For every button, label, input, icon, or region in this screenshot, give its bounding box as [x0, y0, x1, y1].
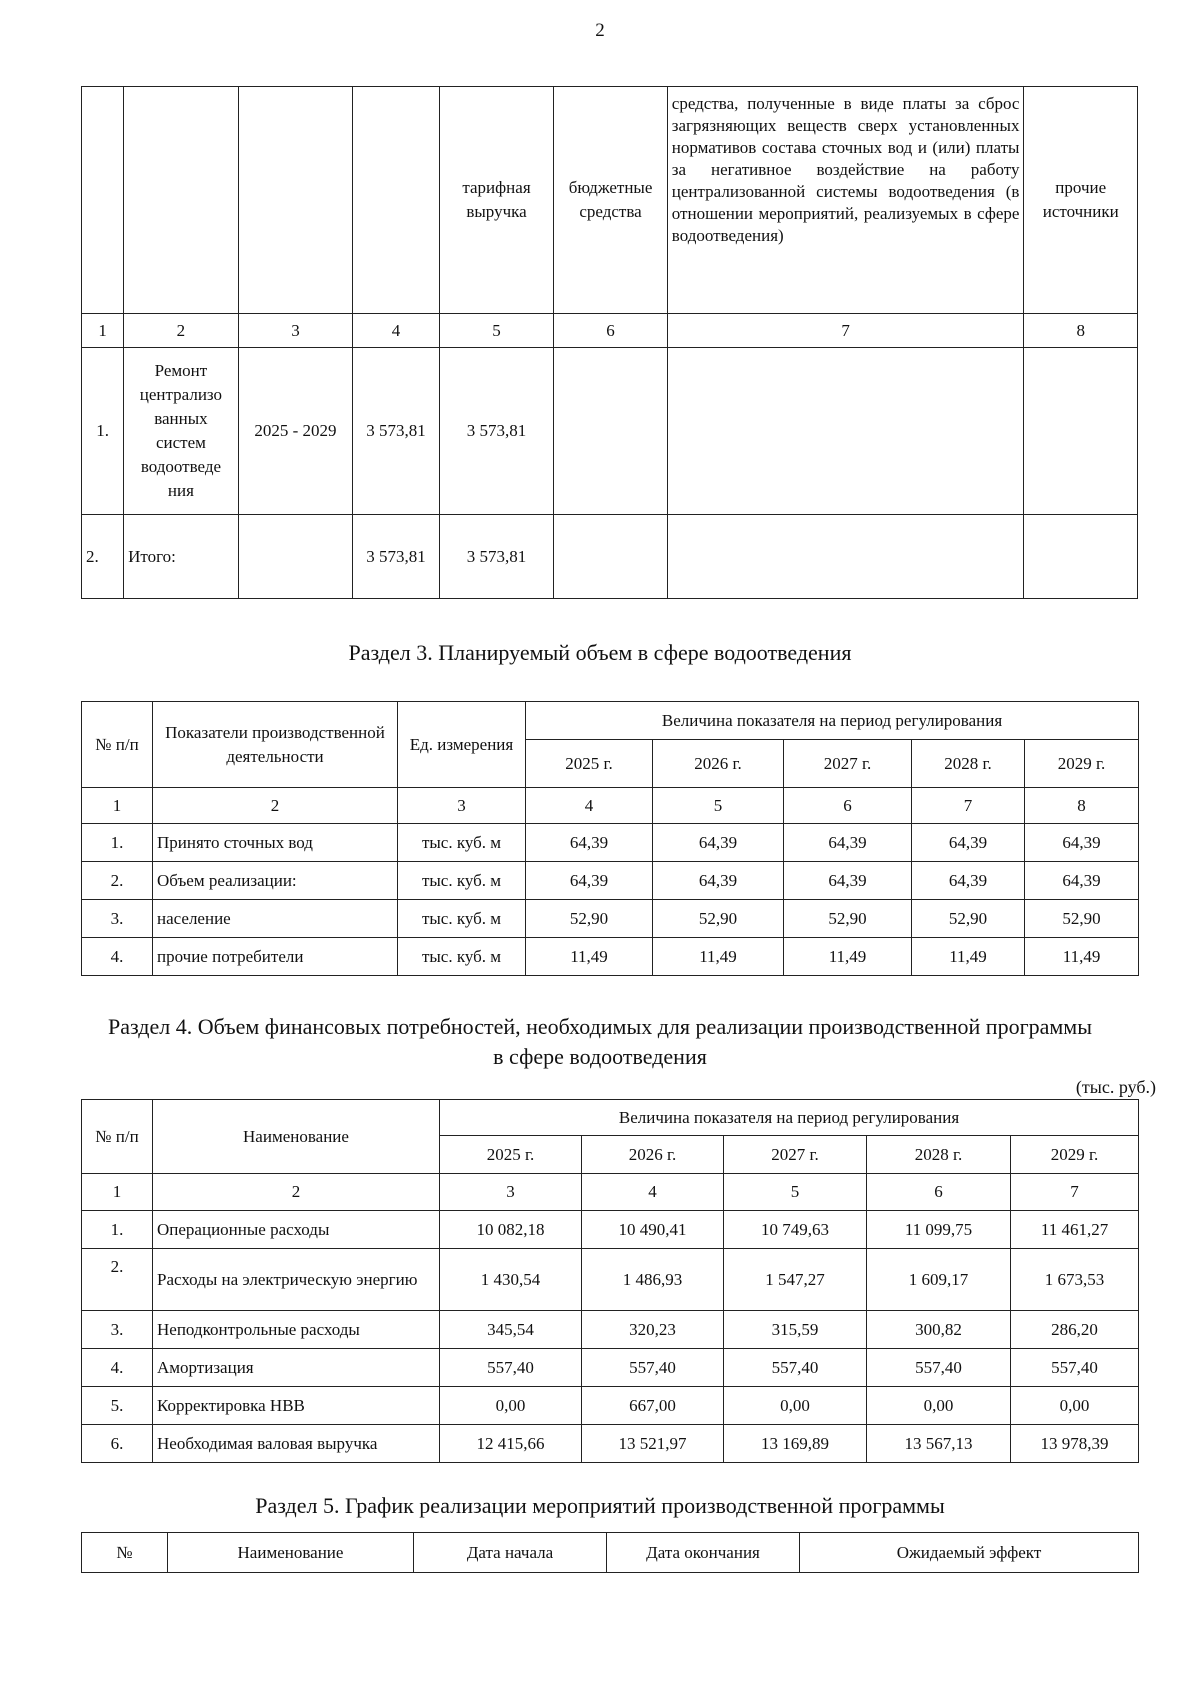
value-2025: 0,00	[440, 1387, 582, 1425]
value-2026: 10 490,41	[582, 1211, 724, 1249]
value-2026: 11,49	[653, 938, 784, 976]
value-2026: 64,39	[653, 862, 784, 900]
total-amount: 3 573,81	[353, 348, 439, 515]
column-number: 8	[1024, 314, 1138, 348]
header-period: Величина показателя на период регулирования	[526, 702, 1139, 740]
unit: тыс. куб. м	[398, 900, 526, 938]
value-2026: 1 486,93	[582, 1249, 724, 1311]
value-2025: 64,39	[526, 824, 653, 862]
row-number: 1.	[82, 348, 124, 515]
row-number: 1.	[82, 824, 153, 862]
column-number: 5	[724, 1174, 867, 1211]
year-header: 2028 г.	[912, 740, 1025, 788]
column-number: 7	[912, 788, 1025, 824]
header-name: Наименование	[153, 1100, 440, 1174]
value-2027: 64,39	[784, 862, 912, 900]
column-number-row	[82, 788, 1139, 824]
header-cell	[124, 87, 239, 314]
table-header-row	[82, 702, 1139, 740]
value-2026: 320,23	[582, 1311, 724, 1349]
table-row	[82, 1425, 1139, 1463]
financing-sources-table	[81, 86, 1138, 599]
year-header: 2027 г.	[724, 1136, 867, 1174]
year-header: 2026 г.	[653, 740, 784, 788]
header-budget-funds: бюджетные средства	[554, 87, 667, 314]
section-4-title: Раздел 4. Объем финансовых потребностей, необходимых для реализации производственной программы	[107, 1014, 1092, 1039]
value-2028: 0,00	[867, 1387, 1011, 1425]
year-header: 2028 г.	[867, 1136, 1011, 1174]
header-number: № п/п	[82, 1100, 153, 1174]
indicator-name: население	[153, 900, 398, 938]
other-amount	[1024, 348, 1138, 515]
value-2029: 13 978,39	[1011, 1425, 1139, 1463]
value-2028: 11,49	[912, 938, 1025, 976]
period	[238, 515, 353, 599]
schedule-table	[81, 1532, 1139, 1573]
column-number: 2	[124, 314, 239, 348]
header-cell	[238, 87, 353, 314]
column-number: 3	[238, 314, 353, 348]
year-header: 2027 г.	[784, 740, 912, 788]
column-number: 6	[784, 788, 912, 824]
table-row	[82, 938, 1139, 976]
table-header-row	[82, 87, 1138, 314]
year-header: 2029 г.	[1011, 1136, 1139, 1174]
row-number: 2.	[82, 515, 124, 599]
year-header: 2025 г.	[440, 1136, 582, 1174]
value-2026: 13 521,97	[582, 1425, 724, 1463]
value-2028: 64,39	[912, 862, 1025, 900]
column-number: 6	[867, 1174, 1011, 1211]
budget-amount	[554, 515, 667, 599]
unit: тыс. куб. м	[398, 824, 526, 862]
page-number: 2	[595, 20, 605, 41]
value-2027: 64,39	[784, 824, 912, 862]
indicator-name: Объем реализации:	[153, 862, 398, 900]
column-number: 2	[153, 788, 398, 824]
section-4-title-line2: в сфере водоотведения	[493, 1044, 707, 1069]
header-period: Величина показателя на период регулирования	[440, 1100, 1139, 1136]
column-number: 7	[1011, 1174, 1139, 1211]
value-2025: 64,39	[526, 862, 653, 900]
value-2029: 286,20	[1011, 1311, 1139, 1349]
value-2025: 12 415,66	[440, 1425, 582, 1463]
column-number-row	[82, 1174, 1139, 1211]
header-tariff-revenue: тарифная выручка	[439, 87, 554, 314]
currency-unit: (тыс. руб.)	[1075, 1077, 1156, 1097]
value-2027: 1 547,27	[724, 1249, 867, 1311]
value-2025: 11,49	[526, 938, 653, 976]
value-2027: 13 169,89	[724, 1425, 867, 1463]
year-header: 2029 г.	[1025, 740, 1139, 788]
value-2029: 64,39	[1025, 824, 1139, 862]
unit: тыс. куб. м	[398, 862, 526, 900]
row-number: 2.	[82, 1249, 153, 1311]
table-row	[82, 900, 1139, 938]
value-2028: 13 567,13	[867, 1425, 1011, 1463]
column-number: 3	[440, 1174, 582, 1211]
measure-name: Итого:	[124, 515, 239, 599]
value-2029: 11 461,27	[1011, 1211, 1139, 1249]
section-5-title: Раздел 5. График реализации мероприятий производственной программы	[255, 1493, 945, 1518]
other-amount	[1024, 515, 1138, 599]
expense-name: Неподконтрольные расходы	[153, 1311, 440, 1349]
value-2027: 10 749,63	[724, 1211, 867, 1249]
expense-name: Расходы на электрическую энергию	[153, 1249, 440, 1311]
total-amount: 3 573,81	[353, 515, 439, 599]
financial-needs-table	[81, 1099, 1139, 1463]
row-number: 3.	[82, 1311, 153, 1349]
header-name: Наименование	[168, 1533, 414, 1573]
pollution-fee-amount	[667, 515, 1024, 599]
table-header-row	[82, 1100, 1139, 1136]
row-number: 4.	[82, 938, 153, 976]
value-2029: 0,00	[1011, 1387, 1139, 1425]
header-indicator: Показатели производственной деятельности	[153, 702, 398, 788]
value-2029: 1 673,53	[1011, 1249, 1139, 1311]
header-start-date: Дата начала	[414, 1533, 607, 1573]
column-number: 8	[1025, 788, 1139, 824]
value-2029: 557,40	[1011, 1349, 1139, 1387]
expense-name: Амортизация	[153, 1349, 440, 1387]
header-other-sources: прочие источники	[1024, 87, 1138, 314]
expense-name: Корректировка НВВ	[153, 1387, 440, 1425]
table-header-row	[82, 1533, 1139, 1573]
table-row	[82, 1387, 1139, 1425]
measure-name: Ремонт централизо ванных систем водоотведе ния	[124, 348, 239, 515]
value-2026: 64,39	[653, 824, 784, 862]
header-cell	[82, 87, 124, 314]
value-2025: 1 430,54	[440, 1249, 582, 1311]
table-row	[82, 1311, 1139, 1349]
value-2025: 10 082,18	[440, 1211, 582, 1249]
column-number: 4	[353, 314, 439, 348]
tariff-revenue-amount: 3 573,81	[439, 348, 554, 515]
value-2027: 11,49	[784, 938, 912, 976]
table-row	[82, 1249, 1139, 1311]
column-number: 7	[667, 314, 1024, 348]
column-number: 1	[82, 788, 153, 824]
value-2028: 1 609,17	[867, 1249, 1011, 1311]
table-row	[82, 824, 1139, 862]
column-number: 3	[398, 788, 526, 824]
value-2028: 557,40	[867, 1349, 1011, 1387]
row-number: 1.	[82, 1211, 153, 1249]
planned-volume-table	[81, 701, 1139, 976]
value-2025: 345,54	[440, 1311, 582, 1349]
value-2027: 557,40	[724, 1349, 867, 1387]
column-number: 1	[82, 1174, 153, 1211]
value-2027: 52,90	[784, 900, 912, 938]
section-3-title: Раздел 3. Планируемый объем в сфере водоотведения	[348, 640, 852, 665]
value-2026: 667,00	[582, 1387, 724, 1425]
value-2029: 52,90	[1025, 900, 1139, 938]
column-number: 4	[526, 788, 653, 824]
header-unit: Ед. измерения	[398, 702, 526, 788]
column-number: 5	[653, 788, 784, 824]
header-expected-effect: Ожидаемый эффект	[800, 1533, 1139, 1573]
header-number: №	[82, 1533, 168, 1573]
year-header: 2026 г.	[582, 1136, 724, 1174]
table-row	[82, 515, 1138, 599]
row-number: 5.	[82, 1387, 153, 1425]
table-row	[82, 348, 1138, 515]
indicator-name: прочие потребители	[153, 938, 398, 976]
column-number-row	[82, 314, 1138, 348]
value-2026: 557,40	[582, 1349, 724, 1387]
column-number: 1	[82, 314, 124, 348]
table-row	[82, 862, 1139, 900]
value-2025: 557,40	[440, 1349, 582, 1387]
value-2029: 64,39	[1025, 862, 1139, 900]
column-number: 6	[554, 314, 667, 348]
value-2026: 52,90	[653, 900, 784, 938]
tariff-revenue-amount: 3 573,81	[439, 515, 554, 599]
header-number: № п/п	[82, 702, 153, 788]
column-number: 5	[439, 314, 554, 348]
unit: тыс. куб. м	[398, 938, 526, 976]
value-2027: 315,59	[724, 1311, 867, 1349]
value-2027: 0,00	[724, 1387, 867, 1425]
column-number: 2	[153, 1174, 440, 1211]
header-end-date: Дата окончания	[607, 1533, 800, 1573]
header-cell	[353, 87, 439, 314]
year-header: 2025 г.	[526, 740, 653, 788]
row-number: 2.	[82, 862, 153, 900]
row-number: 3.	[82, 900, 153, 938]
table-row	[82, 1349, 1139, 1387]
expense-name: Необходимая валовая выручка	[153, 1425, 440, 1463]
indicator-name: Принято сточных вод	[153, 824, 398, 862]
expense-name: Операционные расходы	[153, 1211, 440, 1249]
value-2029: 11,49	[1025, 938, 1139, 976]
value-2028: 300,82	[867, 1311, 1011, 1349]
period: 2025 - 2029	[238, 348, 353, 515]
value-2028: 64,39	[912, 824, 1025, 862]
header-pollution-fee-funds: средства, полученные в виде платы за сброс загрязняющих веществ сверх установленных нормативов состава сточных вод и (или) платы за негативное воздействие на работу централизованной системы водоотведения (в отношении мероприятий, реализуемых в сфере водоотведения)	[667, 87, 1024, 314]
table-row	[82, 1211, 1139, 1249]
value-2025: 52,90	[526, 900, 653, 938]
row-number: 4.	[82, 1349, 153, 1387]
column-number: 4	[582, 1174, 724, 1211]
value-2028: 11 099,75	[867, 1211, 1011, 1249]
row-number: 6.	[82, 1425, 153, 1463]
value-2028: 52,90	[912, 900, 1025, 938]
pollution-fee-amount	[667, 348, 1024, 515]
budget-amount	[554, 348, 667, 515]
